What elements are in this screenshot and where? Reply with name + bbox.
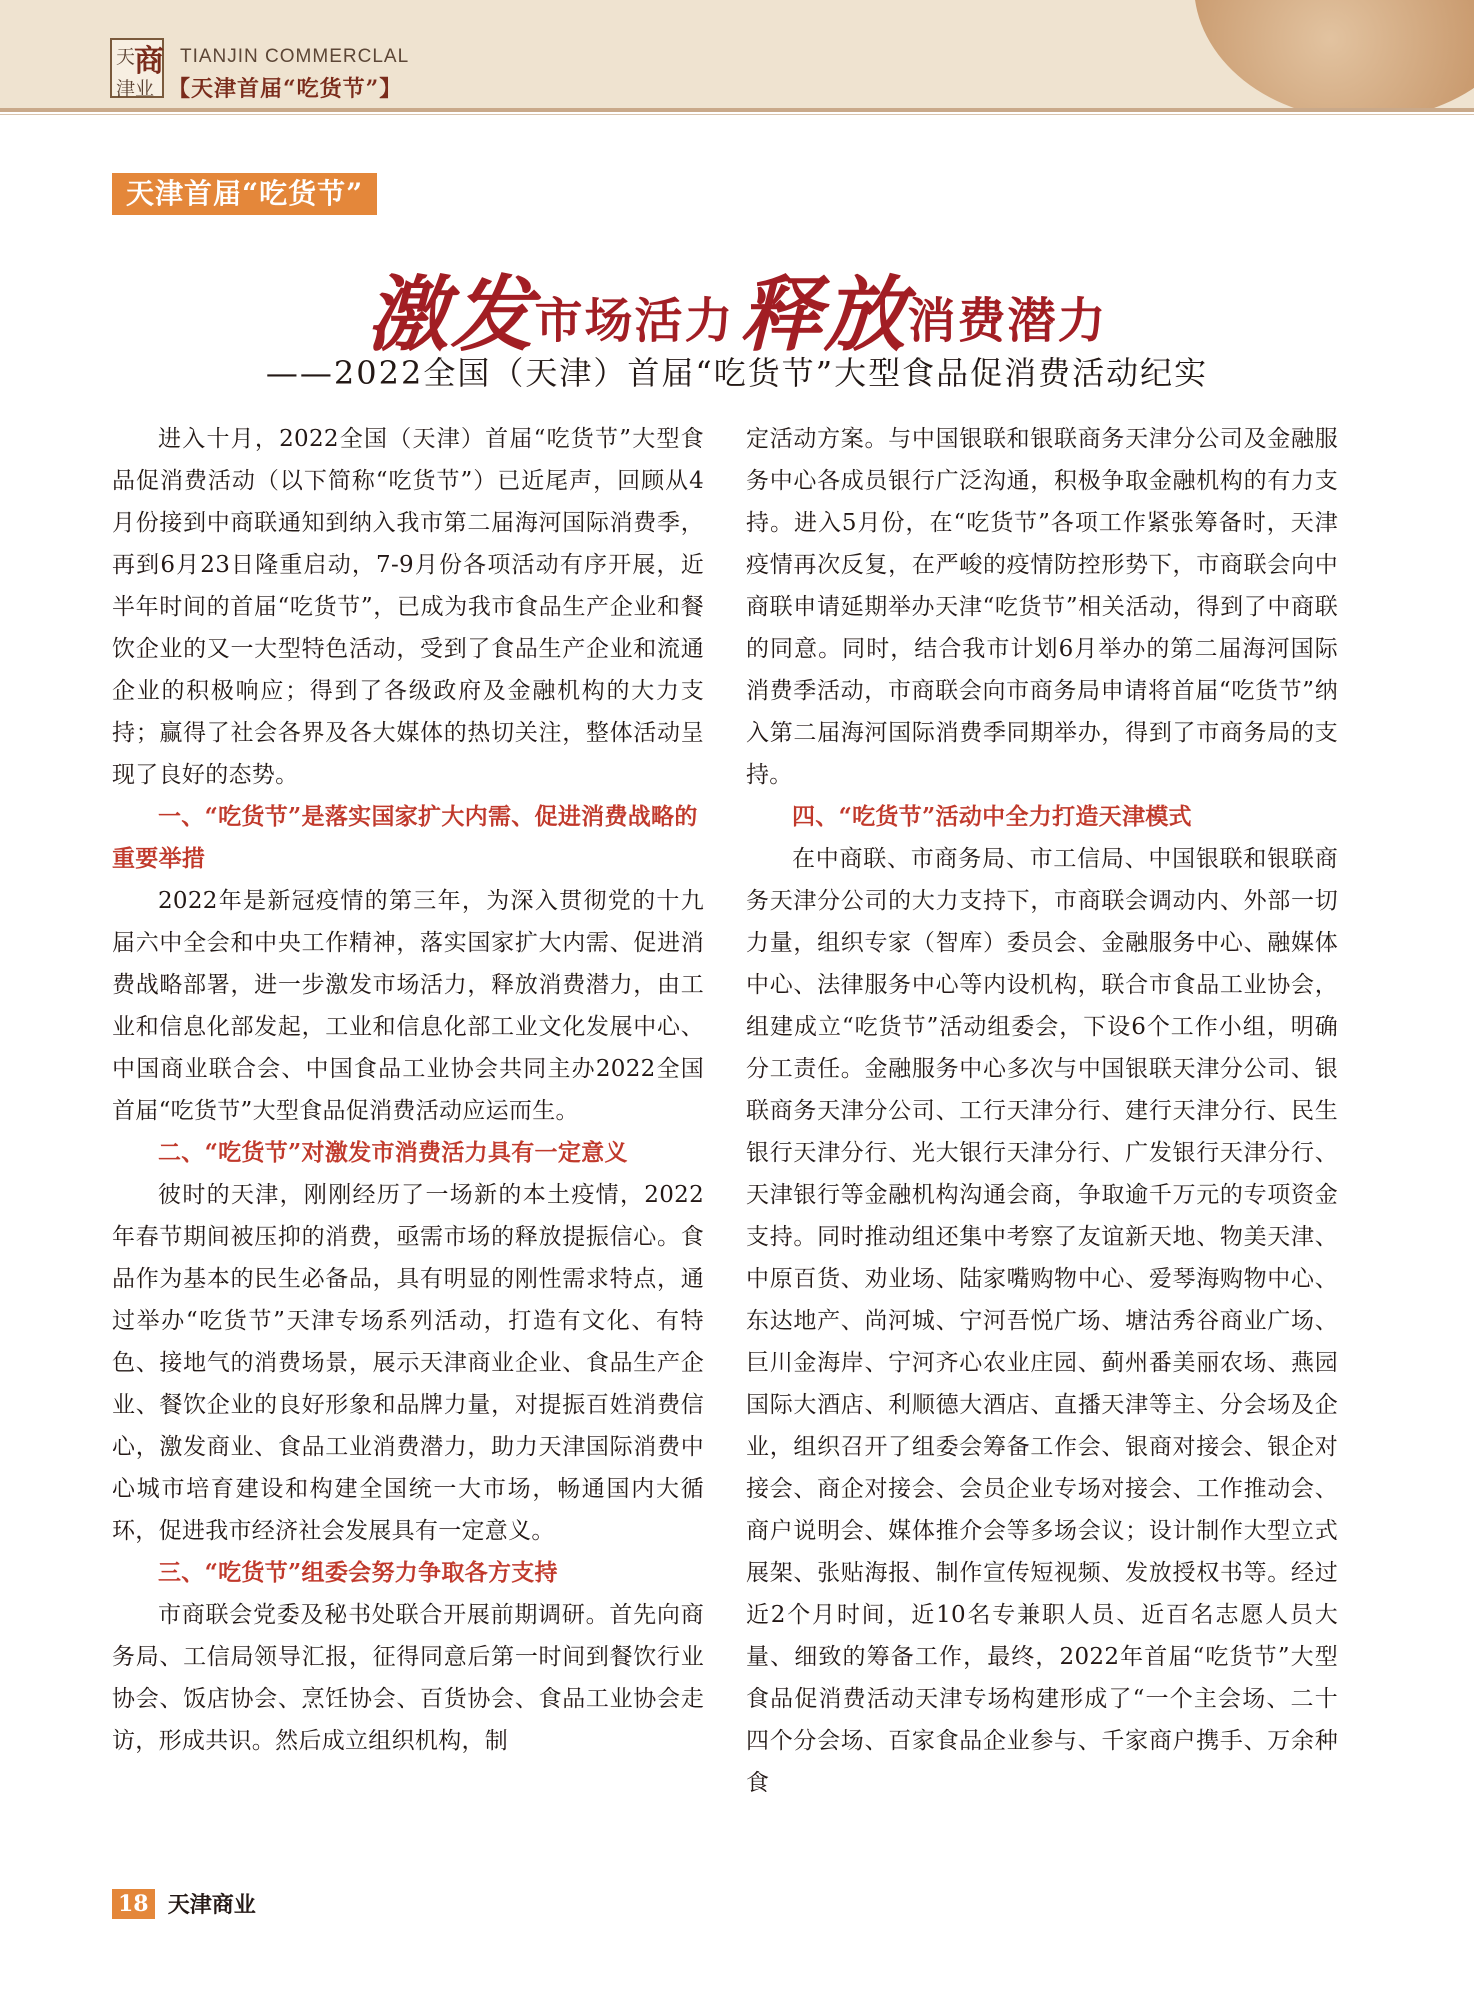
title-text: 市场活力	[534, 293, 735, 349]
magazine-english-title: TIANJIN COMMERCLAL	[180, 46, 410, 67]
paragraph: 2022年是新冠疫情的第三年，为深入贯彻党的十九届六中全会和中央工作精神，落实国家扩大内需、促进消费战略部署，进一步激发市场活力，释放消费潜力，由工业和信息化部发起，工业和信息化部工业文化发展中心、中国商业联合会、中国食品工业协会共同主办2022全国首届“吃货节”大型食品促消费活动应运而生。	[112, 888, 704, 1124]
paragraph: 市商联会党委及秘书处联合开展前期调研。首先向商务局、工信局领导汇报，征得同意后第一时间到餐饮行业协会、饭店协会、烹饪协会、百货协会、食品工业协会走访，形成共识。然后成立组织机构，制	[112, 1602, 704, 1754]
footer-magazine-name: 天津商业	[167, 1893, 256, 1918]
section-heading: 一、“吃货节”是落实国家扩大内需、促进消费战略的重要举措	[112, 803, 698, 872]
article-subtitle: ——2022全国（天津）首届“吃货节”大型食品促消费活动纪实	[265, 354, 1209, 392]
section-tag: 天津首届“吃货节”	[112, 173, 377, 215]
header-divider	[0, 108, 1474, 112]
paragraph: 彼时的天津，刚刚经历了一场新的本土疫情，2022年春节期间被压抑的消费，亟需市场的释放提振信心。食品作为基本的民生必备品，具有明显的刚性需求特点，通过举办“吃货节”天津专场系列活动，打造有文化、有特色、接地气的消费场景，展示天津商业企业、食品生产企业、餐饮企业的良好形象和品牌力量，对提振百姓消费信心，激发商业、食品工业消费潜力，助力天津国际消费中心城市培育建设和构建全国统一大市场，畅通国内大循环，促进我市经济社会发展具有一定意义。	[112, 1182, 704, 1544]
title-emphasis: 激发	[366, 267, 535, 363]
page-number: 18	[112, 1889, 155, 1919]
paragraph: 在中商联、市商务局、市工信局、中国银联和银联商务天津分公司的大力支持下，市商联会调动内、外部一切力量，组织专家（智库）委员会、金融服务中心、融媒体中心、法律服务中心等内设机构，联合市食品工业协会，组建成立“吃货节”活动组委会，下设6个工作小组，明确分工责任。金融服务中心多次与中国银联天津分公司、银联商务天津分公司、工行天津分行、建行天津分行、民生银行天津分行、光大银行天津分行、广发银行天津分行、天津银行等金融机构沟通会商，争取逾千万元的专项资金支持。同时推动组还集中考察了友谊新天地、物美天津、中原百货、劝业场、陆家嘴购物中心、爱琴海购物中心、东达地产、尚河城、宁河吾悦广场、塘沽秀谷商业广场、巨川金海岸、宁河齐心农业庄园、蓟州番美丽农场、燕园国际大酒店、利顺德大酒店、直播天津等主、分会场及企业，组织召开了组委会筹备工作会、银商对接会、银企对接会、商企对接会、会员企业专场对接会、工作推动会、商户说明会、媒体推介会等多场会议；设计制作大型立式展架、张贴海报、制作宣传短视频、发放授权书等。经过近2个月时间，近10名专兼职人员、近百名志愿人员大量、细致的筹备工作，最终，2022年首届“吃货节”大型食品促消费活动天津专场构建形成了“一个主会场、二十四个分会场、百家食品企业参与、千家商户携手、万余种食	[746, 846, 1338, 1796]
page-footer	[112, 1888, 256, 1922]
section-heading: 四、“吃货节”活动中全力打造天津模式	[792, 803, 1192, 830]
logo-char: 天	[116, 46, 136, 68]
magazine-logo	[110, 38, 164, 98]
header-divider	[0, 114, 1474, 115]
paragraph: 定活动方案。与中国银联和银联商务天津分公司及金融服务中心各成员银行广泛沟通，积极争取金融机构的有力支持。进入5月份，在“吃货节”各项工作紧张筹备时，天津疫情再次反复，在严峻的疫情防控形势下，市商联会向中商联申请延期举办天津“吃货节”相关活动，得到了中商联的同意。同时，结合我市计划6月举办的第二届海河国际消费季活动，市商联会向市商务局申请将首届“吃货节”纳入第二届海河国际消费季同期举办，得到了市商务局的支持。	[746, 426, 1338, 788]
title-text: 消费潜力	[907, 293, 1108, 349]
globe-graphic	[1194, 0, 1474, 108]
title-emphasis: 释放	[739, 267, 908, 363]
section-heading: 二、“吃货节”对激发市消费活力具有一定意义	[158, 1139, 628, 1166]
logo-char: 商	[134, 44, 164, 79]
header-section-label: 【天津首届“吃货节”】	[168, 76, 403, 102]
section-heading: 三、“吃货节”组委会努力争取各方支持	[158, 1559, 558, 1586]
left-column	[112, 418, 704, 1762]
logo-char: 津业	[116, 78, 155, 100]
header-band	[0, 0, 1474, 108]
paragraph: 进入十月，2022全国（天津）首届“吃货节”大型食品促消费活动（以下简称“吃货节”）已近尾声，回顾从4月份接到中商联通知到纳入我市第二届海河国际消费季，再到6月23日隆重启动，7-9月份各项活动有序开展，近半年时间的首届“吃货节”，已成为我市食品生产企业和餐饮企业的又一大型特色活动，受到了食品生产企业和流通企业的积极响应；得到了各级政府及金融机构的大力支持；赢得了社会各界及各大媒体的热切关注，整体活动呈现了良好的态势。	[112, 426, 704, 788]
right-column	[746, 418, 1338, 1804]
